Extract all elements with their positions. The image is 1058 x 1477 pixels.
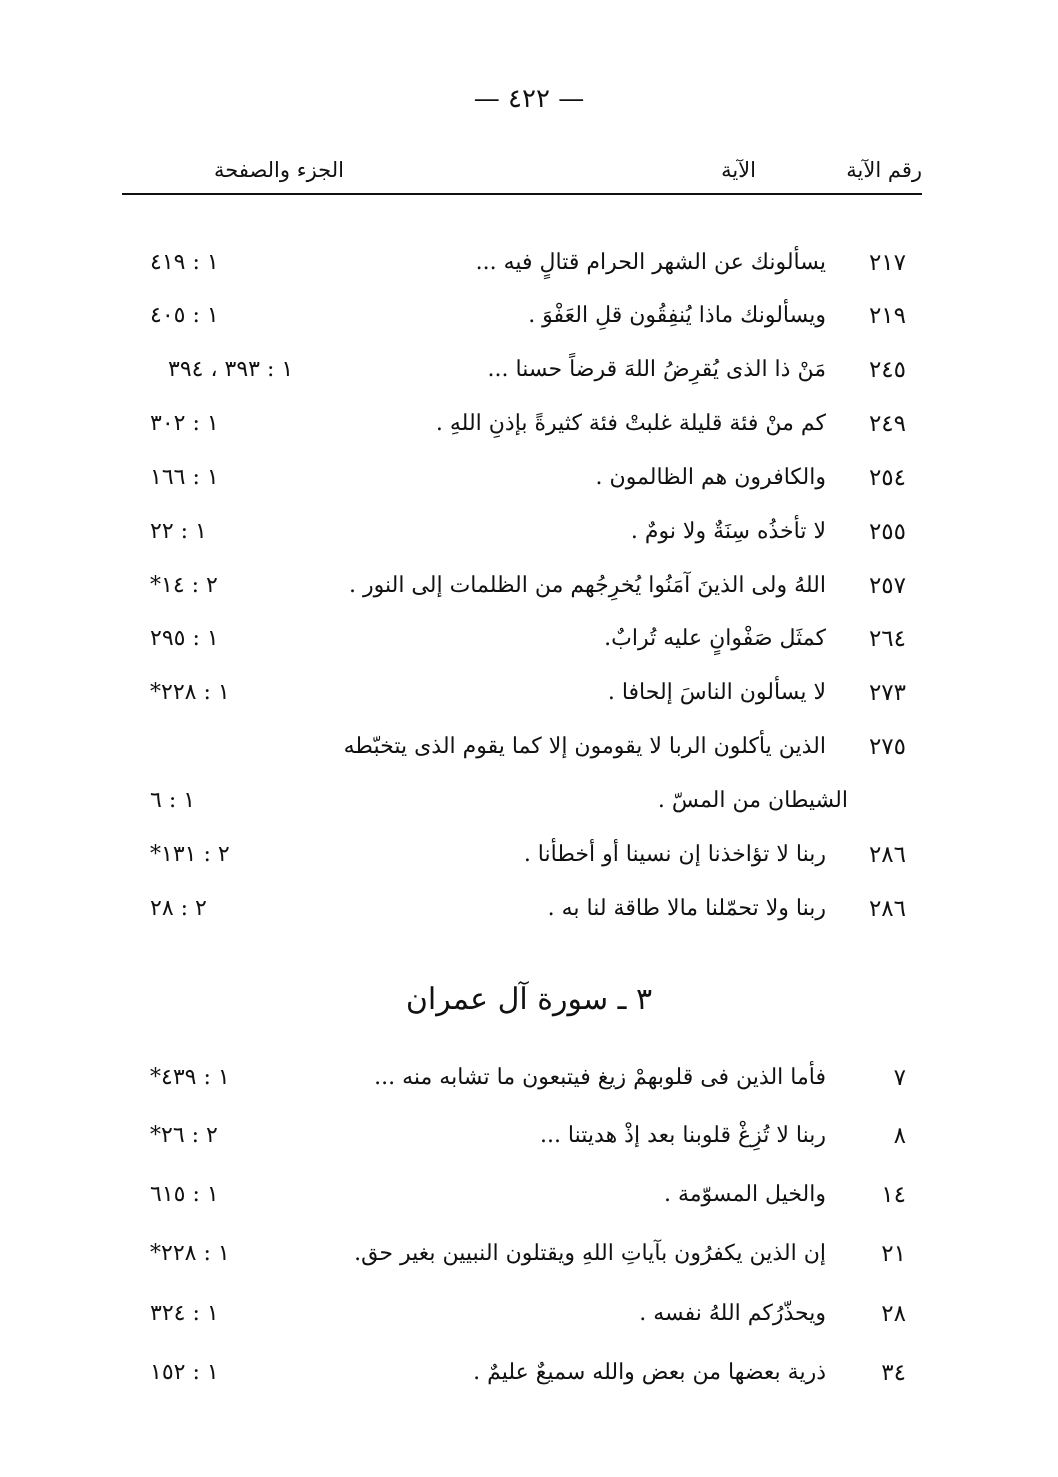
index-row	[0, 357, 1058, 397]
part-page-ref: ١ : ٢٢	[150, 519, 207, 544]
verse-number: ٢١	[881, 1241, 906, 1267]
part-page-ref: ١ : ٣٢٤	[150, 1301, 219, 1326]
verse-text-continued: الشيطان من المسّ .	[657, 788, 848, 813]
verse-number: ٢٥٥	[868, 519, 906, 545]
verse-text: لا يسألون الناسَ إلحافا .	[607, 680, 826, 705]
index-row	[0, 1065, 1058, 1105]
verse-number: ٢٤٥	[868, 357, 906, 383]
verse-number: ٢٥٤	[868, 465, 906, 491]
verse-text: كمثَل صَفْوانٍ عليه تُرابٌ.	[604, 626, 826, 651]
part-page-ref: ١ : ١٦٦	[150, 465, 219, 490]
index-row	[0, 1241, 1058, 1281]
part-page-ref: ٢ : ٢٨	[150, 896, 207, 921]
verse-text: يسألونك عن الشهر الحرام قتالٍ فيه ...	[475, 250, 826, 275]
verse-text: كم منْ فئة قليلة غلبتْ فئة كثيرةً بإذنِ اللهِ .	[435, 411, 826, 436]
surah-heading: ٣ ـ سورة آل عمران	[405, 982, 653, 1017]
index-row	[0, 465, 1058, 505]
verse-text: ويحذّرُكم اللهُ نفسه .	[639, 1301, 826, 1326]
header-part-page: الجزء والصفحة	[214, 158, 344, 182]
verse-text: ويسألونك ماذا يُنفِقُون قلِ العَفْوَ .	[528, 303, 826, 328]
part-page-ref: ١ : ٤٠٥	[150, 303, 219, 328]
verse-text: إن الذين يكفرُون بآياتِ اللهِ ويقتلون النبيين بغير حق.	[354, 1241, 826, 1266]
verse-text: ربنا لا تُزِغْ قلوبنا بعد إذْ هديتنا ...	[539, 1123, 826, 1148]
verse-number: ٢٦٤	[868, 626, 906, 652]
header-rule	[122, 193, 922, 195]
verse-text: ربنا لا تؤاخذنا إن نسينا أو أخطأنا .	[523, 842, 826, 867]
verse-text: اللهُ ولى الذينَ آمَنُوا يُخرِجُهم من الظلمات إلى النور .	[349, 573, 826, 598]
index-row	[0, 626, 1058, 666]
index-row	[0, 573, 1058, 613]
page-number: — ٤٢٢ —	[473, 84, 585, 114]
part-page-ref: ٢ : ١٣١*	[150, 842, 230, 867]
verse-text: الذين يأكلون الربا لا يقومون إلا كما يقوم الذى يتخبّطه	[343, 734, 826, 759]
index-row	[0, 680, 1058, 720]
part-page-ref: ١ : ٣٠٢	[150, 411, 219, 436]
part-page-ref: ١ : ٣٩٣ ، ٣٩٤	[168, 357, 294, 382]
verse-number: ٨	[893, 1123, 906, 1149]
verse-number: ٢٧٥	[868, 734, 906, 760]
index-row	[0, 1123, 1058, 1163]
verse-number: ١٤	[881, 1182, 906, 1208]
verse-number: ٢١٧	[868, 250, 906, 276]
verse-text: مَنْ ذا الذى يُقرِضُ اللهَ قرضاً حسنا ...	[487, 357, 826, 382]
index-row	[0, 411, 1058, 451]
part-page-ref: ١ : ٢٢٨*	[150, 1241, 230, 1266]
index-row	[0, 734, 1058, 774]
index-row	[0, 519, 1058, 559]
verse-number: ٢٨٦	[868, 842, 906, 868]
index-row	[0, 842, 1058, 882]
part-page-ref: ٢ : ٢٦*	[150, 1123, 218, 1148]
verse-number: ٢٨٦	[868, 896, 906, 922]
part-page-ref: ١ : ٢٢٨*	[150, 680, 230, 705]
index-row-continuation	[0, 788, 1058, 828]
verse-number: ٣٤	[881, 1360, 906, 1386]
verse-number: ٢٤٩	[868, 411, 906, 437]
verse-text: ربنا ولا تحمّلنا مالا طاقة لنا به .	[547, 896, 826, 921]
verse-number: ٢٧٣	[868, 680, 906, 706]
verse-text: والكافرون هم الظالمون .	[595, 465, 826, 490]
part-page-ref: ١ : ٤٣٩*	[150, 1065, 230, 1090]
index-row	[0, 1301, 1058, 1341]
part-page-ref: ١ : ٦	[150, 788, 196, 813]
part-page-ref: ١ : ٦١٥	[150, 1182, 219, 1207]
part-page-ref: ١ : ٤١٩	[150, 250, 219, 275]
verse-text: فأما الذين فى قلوبهمْ زيغ فيتبعون ما تشابه منه ...	[374, 1065, 826, 1090]
verse-text: والخيل المسوّمة .	[663, 1182, 826, 1207]
part-page-ref: ١ : ١٥٢	[150, 1360, 219, 1385]
header-verse: الآية	[721, 158, 756, 182]
verse-number: ٢٥٧	[868, 573, 906, 599]
part-page-ref: ١ : ٢٩٥	[150, 626, 219, 651]
verse-number: ٢١٩	[868, 303, 906, 329]
header-verse-number: رقم الآية	[846, 158, 922, 182]
index-row	[0, 896, 1058, 936]
verse-text: ذرية بعضها من بعض والله سميعٌ عليمٌ .	[473, 1360, 826, 1385]
verse-number: ٧	[893, 1065, 906, 1091]
index-row	[0, 1360, 1058, 1400]
verse-text: لا تأخذُه سِنَةٌ ولا نومٌ .	[630, 519, 826, 544]
index-row	[0, 303, 1058, 343]
index-row	[0, 250, 1058, 290]
part-page-ref: ٢ : ١٤*	[150, 573, 218, 598]
index-row	[0, 1182, 1058, 1222]
verse-number: ٢٨	[881, 1301, 906, 1327]
